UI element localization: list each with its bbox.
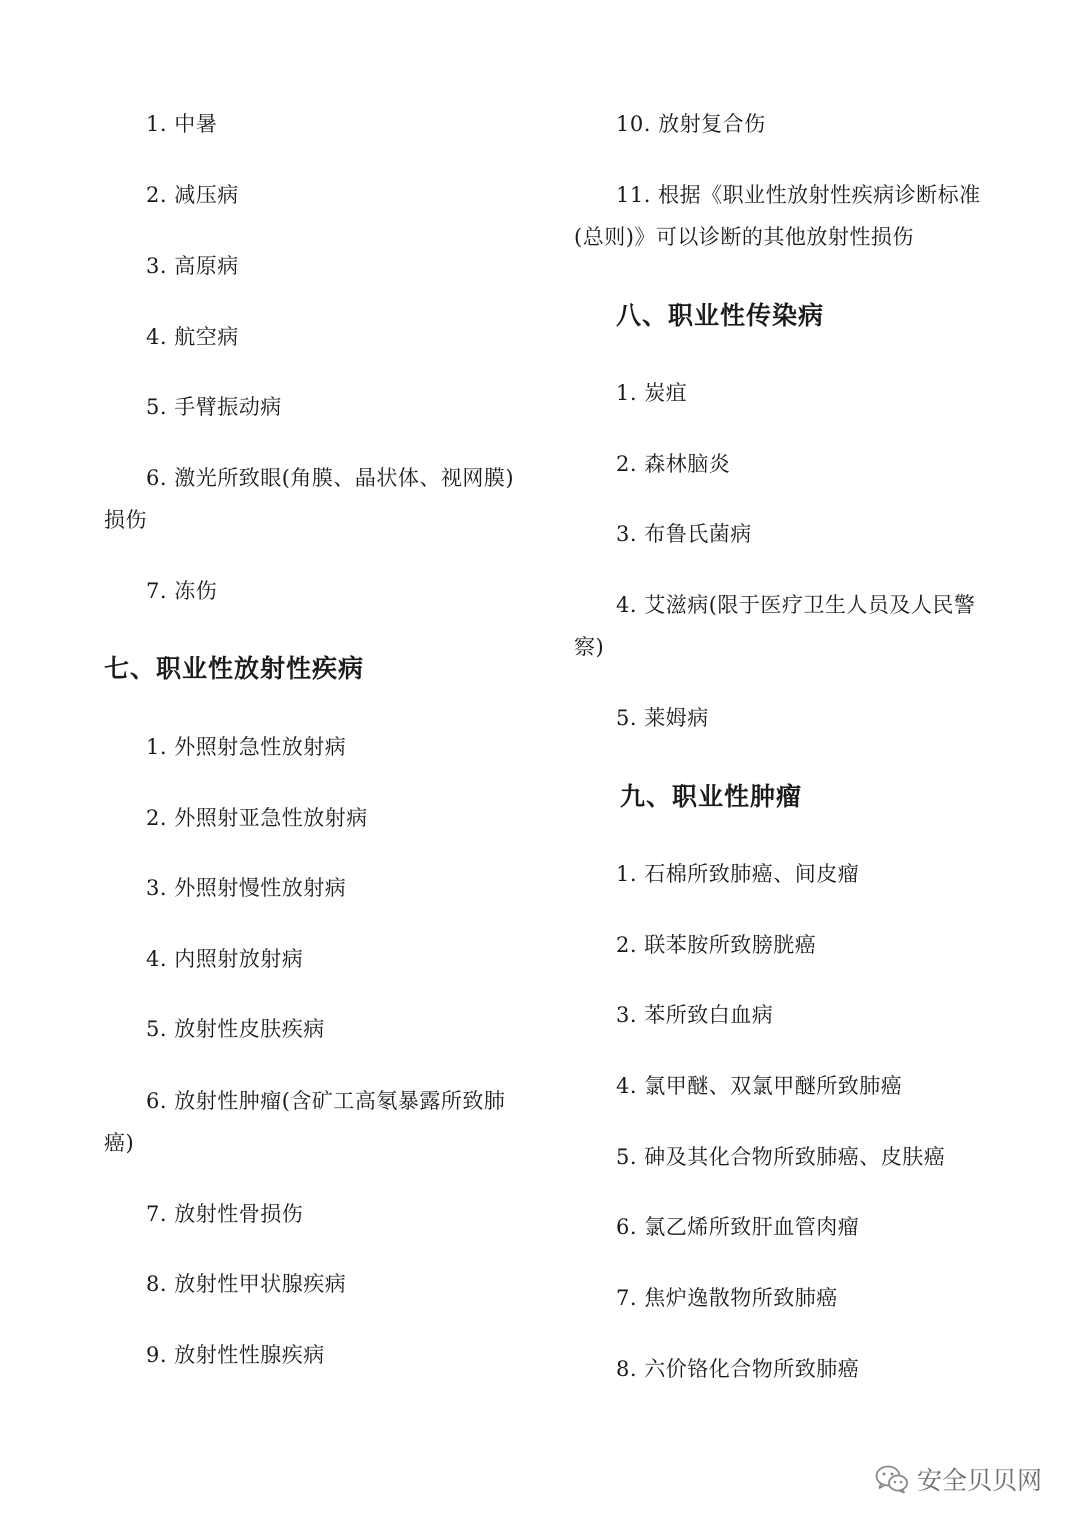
list-item: 1. 石棉所致肺癌、间皮瘤 — [616, 862, 860, 886]
list-item: 4. 艾滋病(限于医疗卫生人员及人民警察) — [574, 593, 976, 659]
list-item: 7. 冻伤 — [146, 579, 218, 603]
wechat-icon — [875, 1464, 909, 1494]
list-item: 1. 外照射急性放射病 — [146, 735, 347, 759]
list-item: 5. 放射性皮肤疾病 — [146, 1017, 325, 1041]
list-item: 1. 中暑 — [146, 112, 218, 136]
section-heading-tumor: 九、职业性肿瘤 — [620, 782, 803, 811]
list-item: 2. 减压病 — [146, 183, 239, 207]
list-item: 10. 放射复合伤 — [616, 112, 766, 136]
list-item: 6. 放射性肿瘤(含矿工高氡暴露所致肺癌) — [104, 1089, 506, 1155]
list-item: 5. 莱姆病 — [616, 706, 709, 730]
list-item: 2. 森林脑炎 — [616, 452, 731, 476]
section-heading-radiation: 七、职业性放射性疾病 — [104, 654, 365, 683]
list-item: 4. 内照射放射病 — [146, 947, 304, 971]
list-item: 1. 炭疽 — [616, 381, 688, 405]
list-item: 7. 焦炉逸散物所致肺癌 — [616, 1286, 838, 1310]
watermark-text: 安全贝贝网 — [916, 1466, 1042, 1495]
section-heading-infectious: 八、职业性传染病 — [616, 301, 825, 330]
list-item: 2. 联苯胺所致膀胱癌 — [616, 933, 817, 957]
list-item: 8. 放射性甲状腺疾病 — [146, 1272, 347, 1296]
list-item: 2. 外照射亚急性放射病 — [146, 806, 368, 830]
list-item: 6. 激光所致眼(角膜、晶状体、视网膜)损伤 — [104, 466, 515, 532]
list-item: 3. 苯所致白血病 — [616, 1003, 774, 1027]
list-item: 7. 放射性骨损伤 — [146, 1202, 304, 1226]
list-item: 3. 外照射慢性放射病 — [146, 876, 347, 900]
list-item: 6. 氯乙烯所致肝血管肉瘤 — [616, 1215, 860, 1239]
list-item: 11. 根据《职业性放射性疾病诊断标准(总则)》可以诊断的其他放射性损伤 — [574, 183, 981, 249]
watermark — [875, 1461, 1042, 1497]
list-item: 4. 航空病 — [146, 325, 239, 349]
list-item: 5. 砷及其化合物所致肺癌、皮肤癌 — [616, 1145, 946, 1169]
list-item: 5. 手臂振动病 — [146, 395, 282, 419]
list-item: 9. 放射性性腺疾病 — [146, 1343, 325, 1367]
list-item: 3. 布鲁氏菌病 — [616, 522, 752, 546]
list-item: 8. 六价铬化合物所致肺癌 — [616, 1357, 860, 1381]
list-item: 4. 氯甲醚、双氯甲醚所致肺癌 — [616, 1074, 903, 1098]
list-item: 3. 高原病 — [146, 254, 239, 278]
